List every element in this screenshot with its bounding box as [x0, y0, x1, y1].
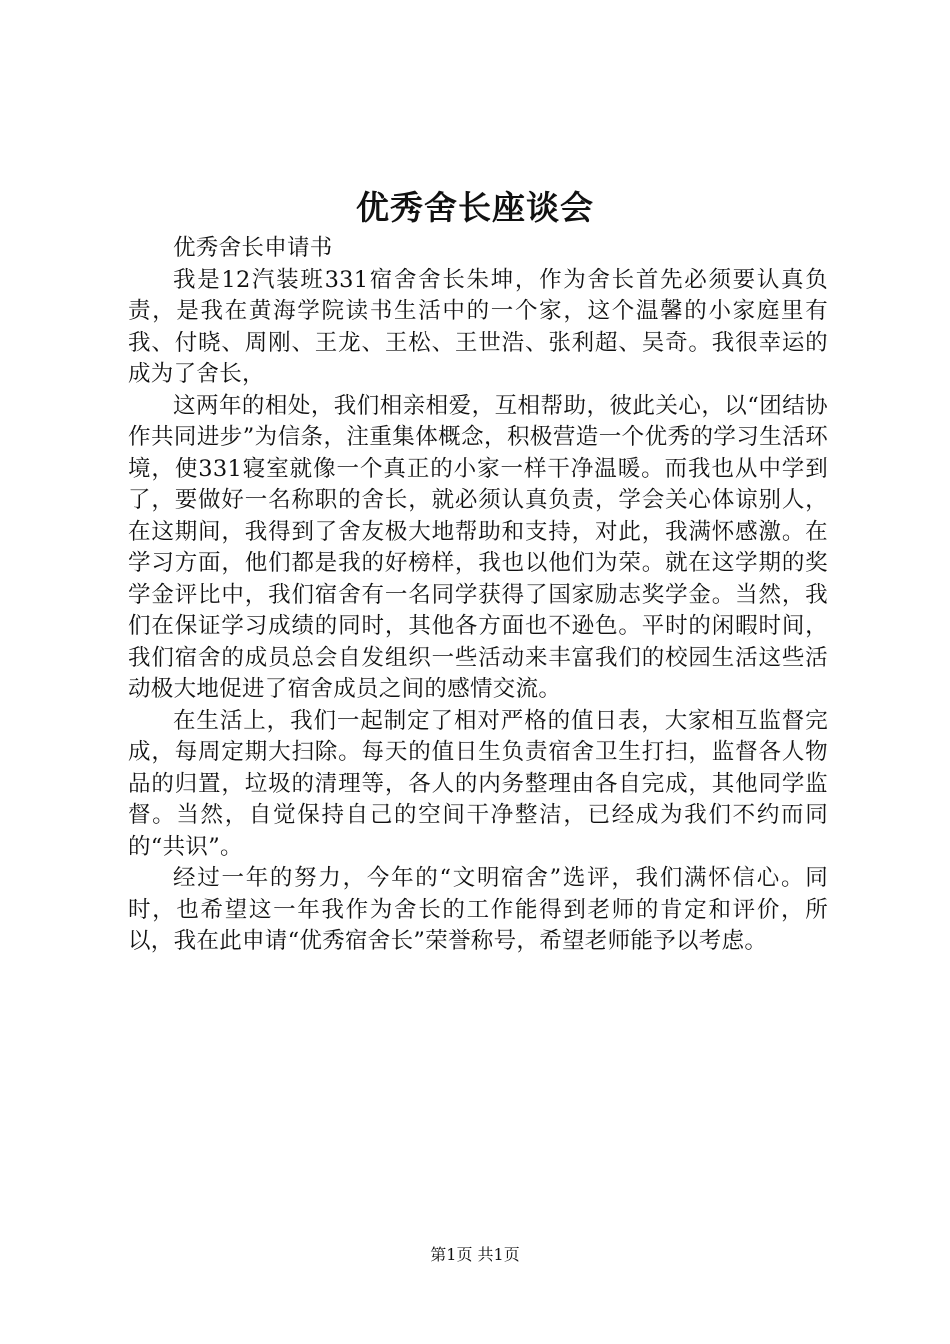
paragraph-intro: 我是12汽装班331宿舍舍长朱坤，作为舍长首先必须要认真负责，是我在黄海学院读书生活中的一个家，这个温馨的小家庭里有我、付晓、周刚、王龙、王松、王世浩、张利超、吴奇。我很幸运的成为了舍长， — [128, 266, 828, 387]
page-number-footer: 第1页 共1页 — [430, 1245, 520, 1264]
paragraph-heading: 优秀舍长申请书 — [173, 235, 333, 261]
paragraph-study: 这两年的相处，我们相亲相爱，互相帮助，彼此关心，以“团结协作共同进步”为信条，注重集体概念，积极营造一个优秀的学习生活环境，使331寝室就像一个真正的小家一样干净温暖。而我也从中学到了，要做好一名称职的舍长，就必须认真负责，学会关心体谅别人，在这期间，我得到了舍友极大地帮助和支持，对此，我满怀感激。在学习方面，他们都是我的好榜样，我也以他们为荣。就在这学期的奖学金评比中，我们宿舍有一名同学获得了国家励志奖学金。当然，我们在保证学习成绩的同时，其他各方面也不逊色。平时的闲暇时间，我们宿舍的成员总会自发组织一些活动来丰富我们的校园生活这些活动极大地促进了宿舍成员之间的感情交流。 — [128, 392, 828, 702]
paragraph-life: 在生活上，我们一起制定了相对严格的值日表，大家相互监督完成，每周定期大扫除。每天的值日生负责宿舍卫生打扫，监督各人物品的归置，垃圾的清理等，各人的内务整理由各自完成，其他同学监督。当然，自觉保持自己的空间干净整洁，已经成为我们不约而同的“共识”。 — [128, 707, 828, 860]
document-title: 优秀舍长座谈会 — [356, 188, 594, 227]
paragraph-conclusion: 经过一年的努力，今年的“文明宿舍”选评，我们满怀信心。同时，也希望这一年我作为舍长的工作能得到老师的肯定和评价，所以，我在此申请“优秀宿舍长”荣誉称号，希望老师能予以考虑。 — [128, 865, 828, 954]
document-body — [128, 233, 828, 958]
